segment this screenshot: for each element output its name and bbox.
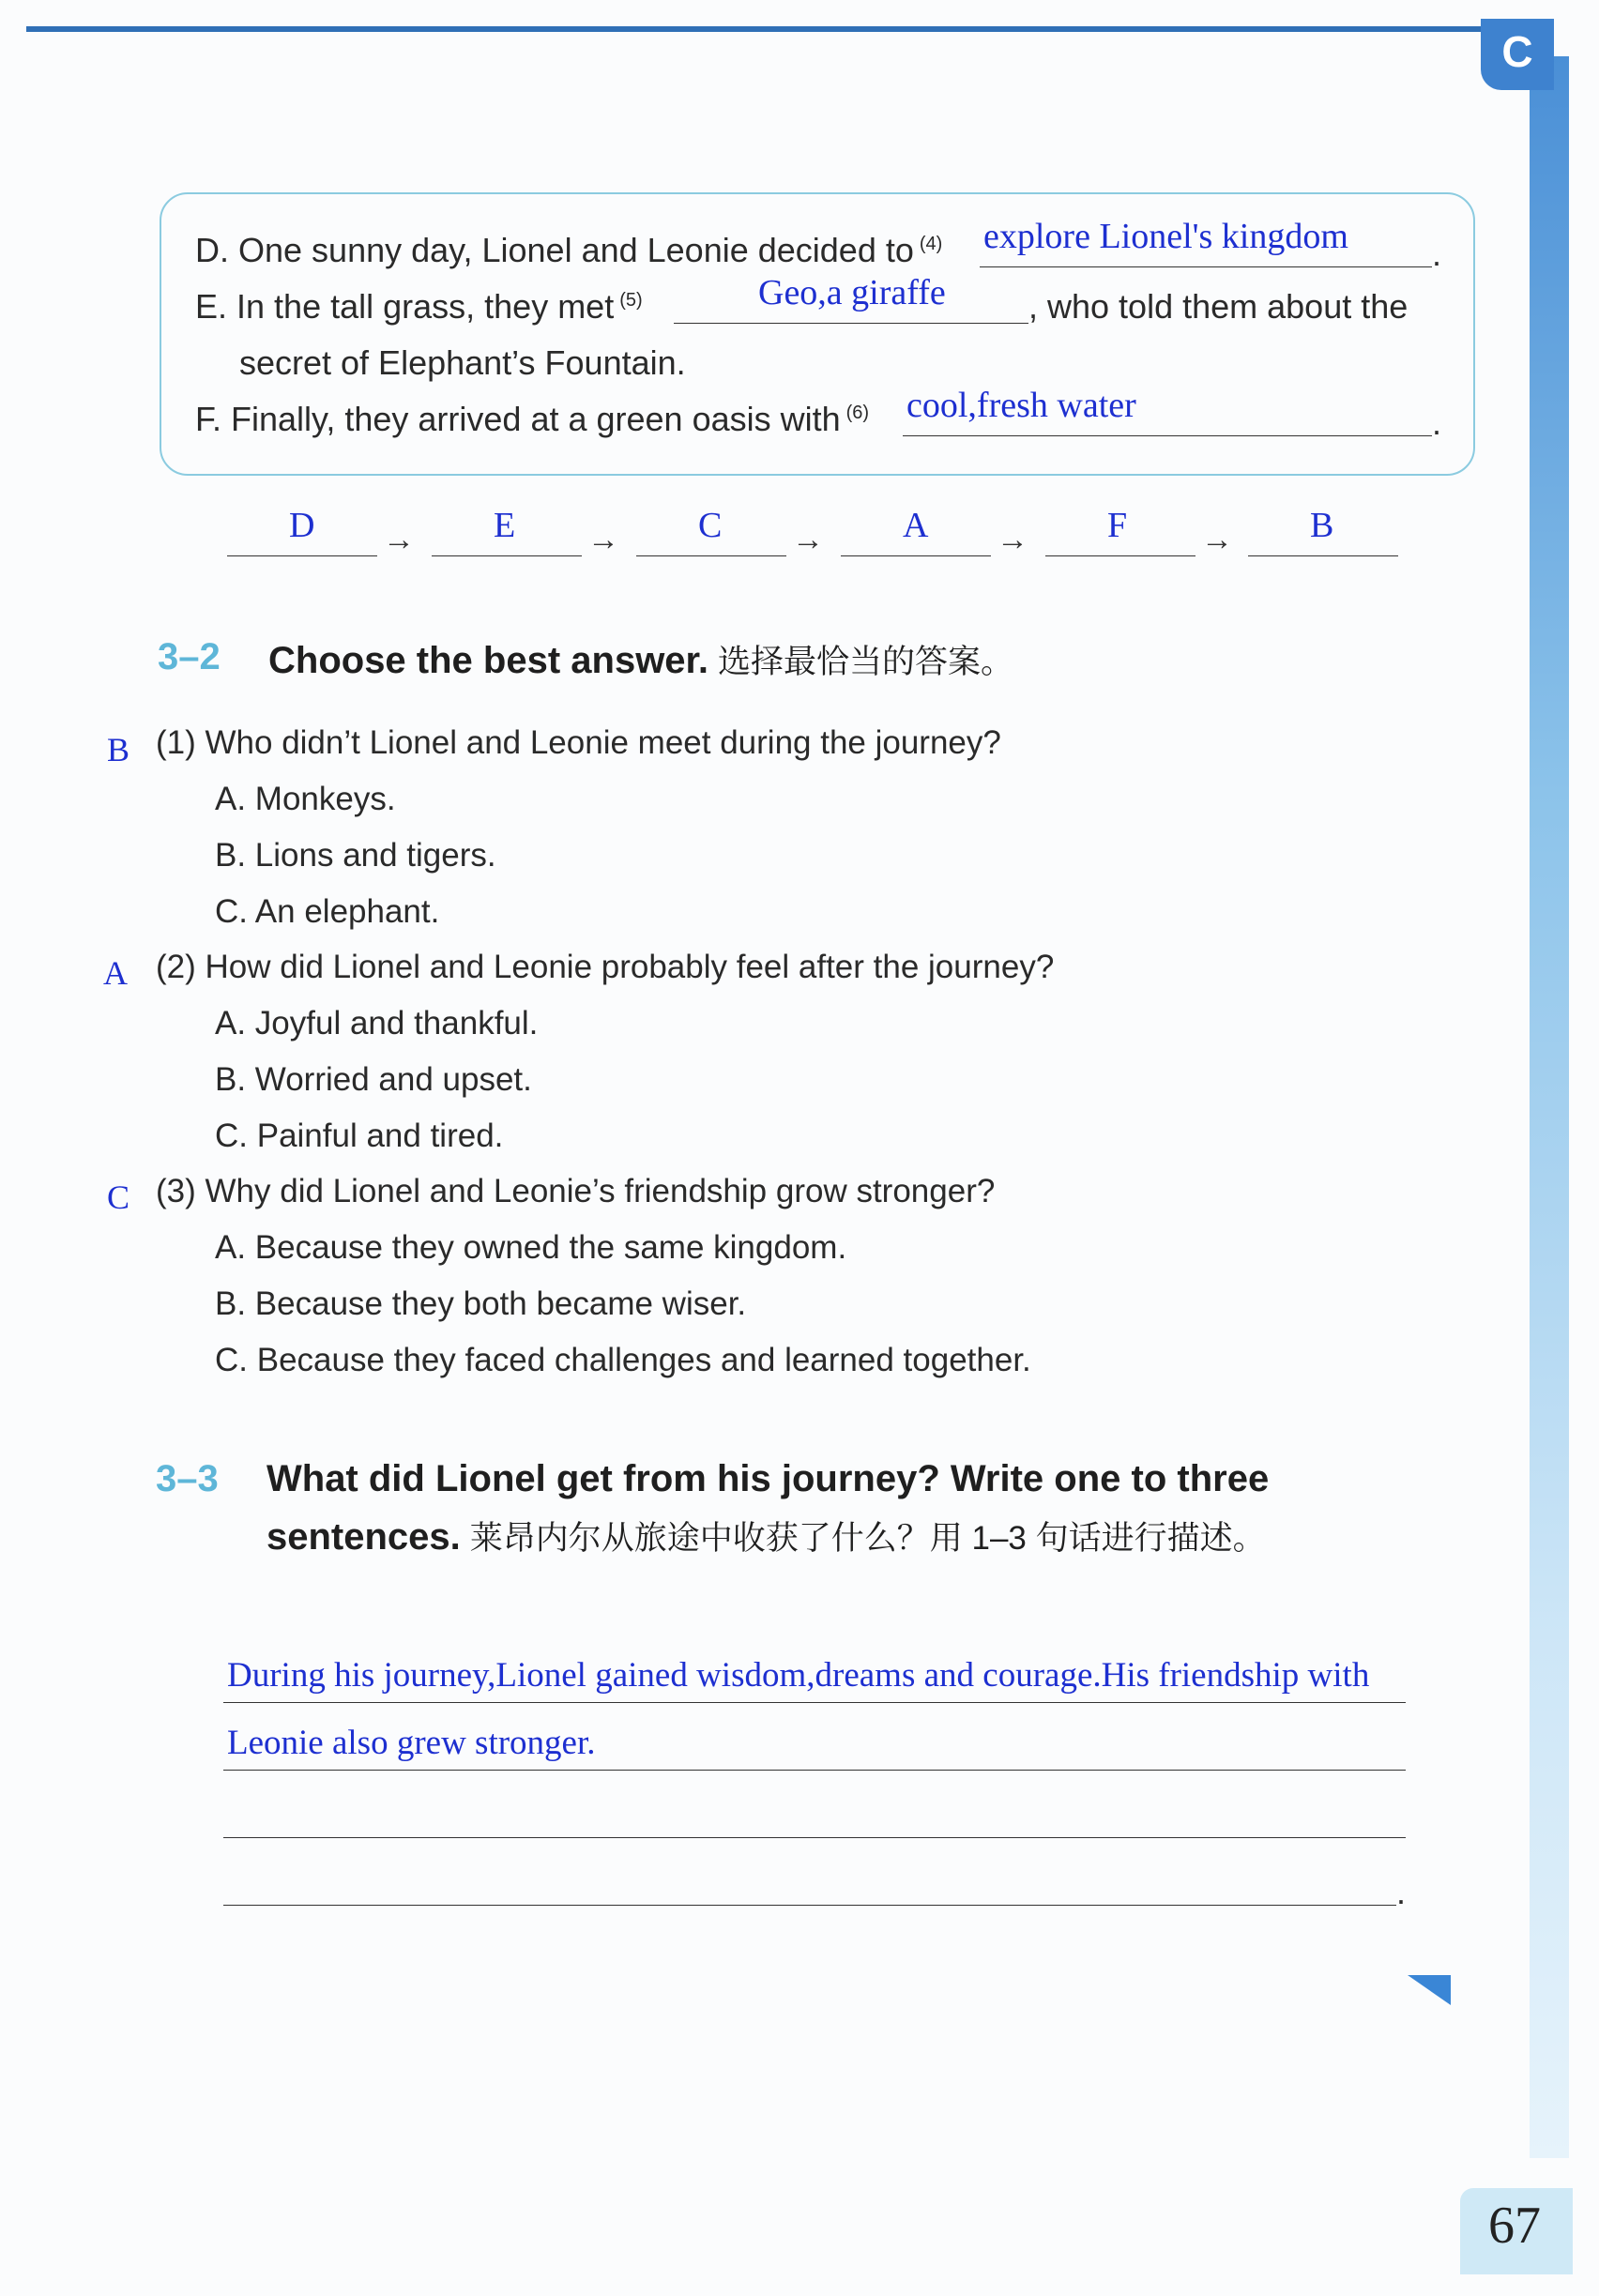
q1-option-a: A. Monkeys.: [215, 781, 396, 817]
q3-option-c: C. Because they faced challenges and learned together.: [215, 1342, 1031, 1378]
writing-line-2: [223, 1770, 1406, 1771]
q3-option-a: A. Because they owned the same kingdom.: [215, 1229, 847, 1266]
order-arrow-3: →: [792, 522, 824, 557]
q2-text: (2) How did Lionel and Leonie probably feel after the journey?: [156, 949, 1055, 985]
section-3-2-number: 3–2: [158, 636, 221, 677]
order-answer-3: C: [698, 506, 723, 545]
line-f-end: .: [1432, 403, 1442, 442]
writing-answer-line-2: Leonie also grew stronger.: [227, 1724, 596, 1762]
line-e-continued: secret of Elephant’s Fountain.: [239, 343, 686, 382]
writing-end-period: .: [1396, 1873, 1407, 1911]
order-arrow-2: →: [587, 522, 619, 557]
unit-tab: C: [1481, 19, 1554, 90]
q3-text: (3) Why did Lionel and Leonie’s friendship grow stronger?: [156, 1173, 996, 1209]
line-d-text: D. One sunny day, Lionel and Leonie decided to: [195, 231, 914, 269]
line-e-text: E. In the tall grass, they met: [195, 287, 615, 326]
order-line-1: [227, 555, 377, 556]
order-line-6: [1248, 555, 1398, 556]
writing-line-1: [223, 1702, 1406, 1703]
line-e-after: , who told them about the: [1028, 287, 1409, 326]
writing-answer-line-1: During his journey,Lionel gained wisdom,dreams and courage.His friendship with: [227, 1656, 1370, 1695]
side-color-bar: [1530, 56, 1569, 2158]
blank-5-number: (5): [619, 290, 643, 311]
next-page-triangle-icon: [1408, 1975, 1451, 2005]
section-3-3-title-line2-text: sentences.: [266, 1516, 461, 1558]
line-d-end: .: [1432, 235, 1442, 273]
section-3-2-title-cn: 选择最恰当的答案。: [718, 644, 1014, 680]
order-line-5: [1045, 555, 1195, 556]
line-d: [195, 231, 942, 270]
q1-text: (1) Who didn’t Lionel and Leonie meet during the journey?: [156, 724, 1001, 761]
q1-option-c: C. An elephant.: [215, 893, 440, 930]
q2-option-c: C. Painful and tired.: [215, 1118, 504, 1154]
order-answer-2: E: [494, 506, 516, 545]
order-arrow-4: →: [997, 522, 1028, 557]
q2-answer: A: [103, 954, 128, 992]
top-rule: [26, 26, 1509, 32]
line-f-text: F. Finally, they arrived at a green oasis with: [195, 400, 841, 438]
blank-6-answer: cool,fresh water: [906, 386, 1136, 425]
order-answer-4: A: [903, 506, 929, 545]
q2-option-a: A. Joyful and thankful.: [215, 1005, 539, 1042]
writing-line-4: [223, 1905, 1396, 1906]
page-number: 67: [1488, 2197, 1541, 2255]
order-answer-6: B: [1310, 506, 1334, 545]
blank-6-number: (6): [845, 403, 870, 423]
order-arrow-1: →: [383, 522, 415, 557]
section-3-2-title: [268, 636, 1013, 683]
q3-answer: C: [107, 1178, 130, 1216]
order-line-2: [432, 555, 582, 556]
order-answer-5: F: [1107, 506, 1128, 545]
q3-option-b: B. Because they both became wiser.: [215, 1285, 747, 1322]
blank-4-number: (4): [919, 234, 943, 254]
section-3-3-title-cn: 莱昂内尔从旅途中收获了什么？用 1–3 句话进行描述。: [469, 1520, 1266, 1557]
blank-6-line: [903, 435, 1432, 436]
blank-4-answer: explore Lionel's kingdom: [983, 217, 1348, 256]
order-line-4: [841, 555, 991, 556]
writing-line-3: [223, 1837, 1406, 1838]
blank-5-line: [674, 323, 1028, 324]
order-line-3: [636, 555, 786, 556]
order-answer-1: D: [289, 506, 315, 545]
section-3-3-title-line1: What did Lionel get from his journey? Write one to three: [266, 1458, 1270, 1499]
q2-option-b: B. Worried and upset.: [215, 1061, 532, 1098]
line-e: [195, 287, 643, 327]
q1-option-b: B. Lions and tigers.: [215, 837, 496, 874]
section-3-3-title-line2: [266, 1513, 1266, 1559]
order-arrow-5: →: [1201, 522, 1233, 557]
q1-answer: B: [107, 731, 130, 768]
section-3-2-title-text: Choose the best answer.: [268, 640, 709, 681]
line-f: [195, 400, 869, 439]
blank-5-answer: Geo,a giraffe: [758, 273, 946, 312]
blank-4-line: [980, 266, 1432, 267]
section-3-3-number: 3–3: [156, 1458, 219, 1499]
